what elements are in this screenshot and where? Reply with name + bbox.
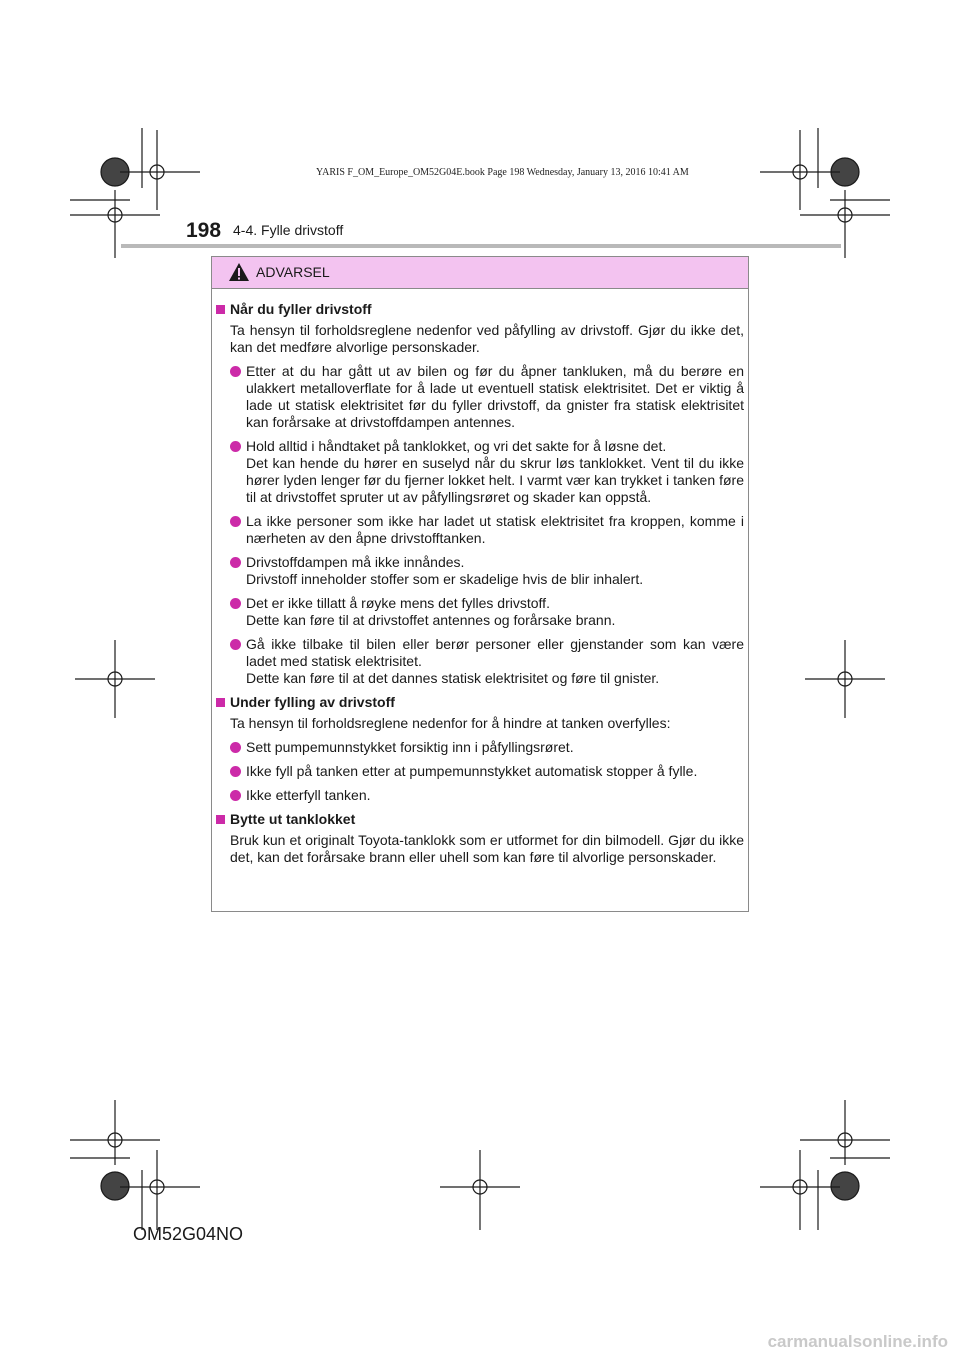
crosshair-target-icon bbox=[120, 130, 200, 210]
header-rule bbox=[121, 244, 841, 248]
round-bullet-icon bbox=[230, 598, 241, 609]
bullet-text: Drivstoff inneholder stoffer som er skadelige hvis de blir inhalert. bbox=[246, 571, 644, 587]
bullet-text: Dette kan føre til at det dannes statisk elektrisitet og føre til gnister. bbox=[246, 670, 660, 686]
round-bullet-icon bbox=[230, 557, 241, 568]
section-heading-text: Når du fyller drivstoff bbox=[230, 301, 372, 317]
warning-content bbox=[216, 301, 744, 873]
square-bullet-icon bbox=[216, 698, 225, 707]
warning-label: ADVARSEL bbox=[256, 264, 330, 280]
bullet-text: Sett pumpemunnstykket forsiktig inn i påfyllingsrøret. bbox=[246, 739, 574, 755]
warning-box bbox=[211, 256, 749, 912]
section-heading bbox=[216, 694, 744, 711]
section-intro: Ta hensyn til forholdsreglene nedenfor ved påfylling av drivstoff. Gjør du ikke det, kan det medføre alvorlige personskader. bbox=[230, 322, 744, 355]
bullet-item bbox=[230, 739, 744, 756]
page-number: 198 bbox=[186, 219, 222, 242]
bullet-text: Dette kan føre til at drivstoffet antennes og forårsake brann. bbox=[246, 612, 616, 628]
bullet-item bbox=[230, 595, 744, 629]
section-heading-text: Under fylling av drivstoff bbox=[230, 694, 395, 710]
bullet-text: Det kan hende du hører en suselyd når du skrur løs tanklokket. Vent til du ikke hører lyden lenger før du fjerner lokket helt. I varmt vær kan trykket i tanken føre til at drivstoffet spruter ut av påfyllingsrøret og skader kan oppstå. bbox=[246, 455, 744, 505]
bullet-text: Etter at du har gått ut av bilen og før du åpner tankluken, må du berøre en ulakkert metalloverflate for å lade ut eventuell statisk elektrisitet. Det er viktig å lade ut statisk elektrisitet før du fyller drivstoff, da gnister fra statisk elektrisitet kan forårsake at drivstoffdampen antennes. bbox=[246, 363, 744, 430]
section-heading bbox=[216, 301, 744, 318]
square-bullet-icon bbox=[216, 305, 225, 314]
bullet-text: Det er ikke tillatt å røyke mens det fylles drivstoff. bbox=[246, 595, 550, 611]
section-heading-text: Bytte ut tanklokket bbox=[230, 811, 356, 827]
bullet-item bbox=[230, 438, 744, 506]
round-bullet-icon bbox=[230, 766, 241, 777]
bullet-text: Hold alltid i håndtaket på tanklokket, og vri det sakte for å løsne det. bbox=[246, 438, 667, 454]
document-code: OM52G04NO bbox=[133, 1224, 244, 1244]
warning-header bbox=[212, 257, 748, 289]
warning-triangle-icon bbox=[228, 262, 250, 282]
bullet-item bbox=[230, 513, 744, 547]
bullet-item bbox=[230, 763, 744, 780]
round-bullet-icon bbox=[230, 516, 241, 527]
round-bullet-icon bbox=[230, 441, 241, 452]
section-heading bbox=[216, 811, 744, 828]
section-intro: Bruk kun et originalt Toyota-tanklokk som er utformet for din bilmodell. Gjør du ikke det, kan det forårsake brann eller uhell som kan føre til alvorlige personskader. bbox=[230, 832, 744, 865]
bullet-text: La ikke personer som ikke har ladet ut statisk elektrisitet fra kroppen, komme i nærheten av den åpne drivstofftanken. bbox=[246, 513, 744, 546]
section-intro: Ta hensyn til forholdsreglene nedenfor for å hindre at tanken overfylles: bbox=[230, 715, 671, 731]
section-title: 4-4. Fylle drivstoff bbox=[233, 222, 344, 238]
watermark: carmanualsonline.info bbox=[767, 1332, 948, 1351]
round-bullet-icon bbox=[230, 639, 241, 650]
bullet-item bbox=[230, 787, 744, 804]
bullet-text: Ikke fyll på tanken etter at pumpemunnstykket automatisk stopper å fylle. bbox=[246, 763, 698, 779]
book-info: YARIS F_OM_Europe_OM52G04E.book Page 198 Wednesday, January 13, 2016 10:41 AM bbox=[316, 167, 689, 178]
round-bullet-icon bbox=[230, 790, 241, 801]
bullet-text: Gå ikke tilbake til bilen eller berør personer eller gjenstander som kan være ladet med statisk elektrisitet. bbox=[246, 636, 744, 669]
square-bullet-icon bbox=[216, 815, 225, 824]
round-bullet-icon bbox=[230, 366, 241, 377]
bullet-item bbox=[230, 636, 744, 687]
round-bullet-icon bbox=[230, 742, 241, 753]
bullet-item bbox=[230, 554, 744, 588]
bullet-text: Drivstoffdampen må ikke innåndes. bbox=[246, 554, 465, 570]
bullet-item bbox=[230, 363, 744, 431]
bullet-text: Ikke etterfyll tanken. bbox=[246, 787, 371, 803]
